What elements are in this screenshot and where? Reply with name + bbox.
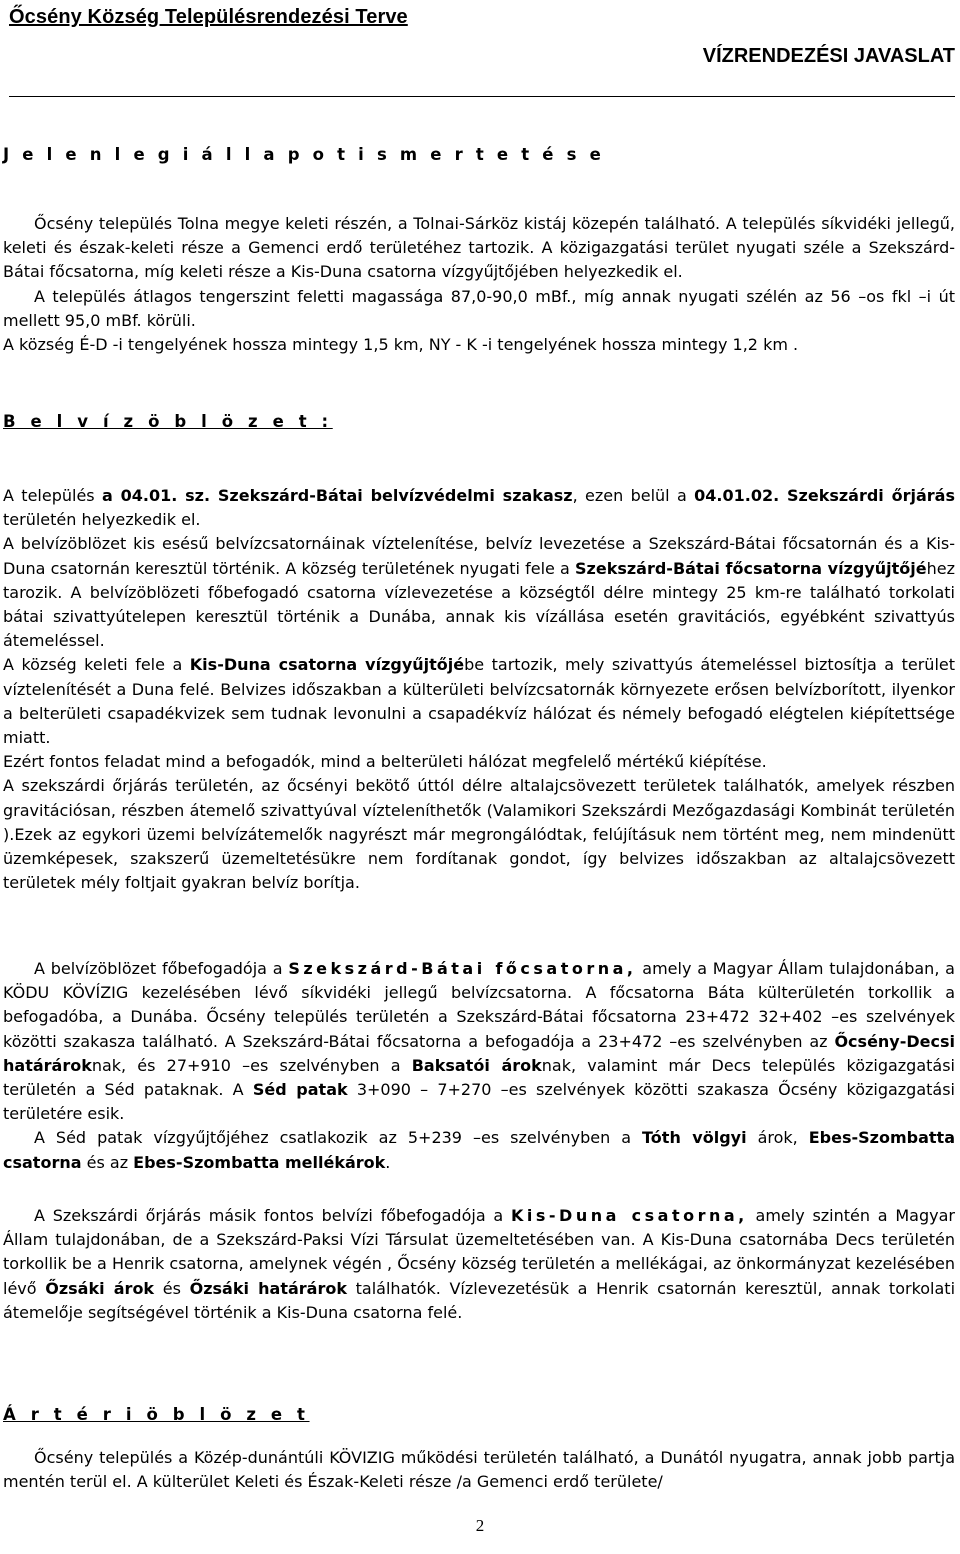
paragraph: A belvízöblözet főbefogadója a Szekszárd-Bátai főcsatorna, amely a Magyar Állam tulajdonában, a KÖDU KÖVÍZIG kezelésében lévő síkvidéki jellegű belvízcsatorna. A főcsatorna Báta külterületén torkollik a befogadóba, a Dunába. Őcsény település területén a Szekszárd-Bátai főcsatorna 23+472 32+402 –es szelvények közötti szakasza található. A Szekszárd-Bátai főcsatorna a befogadója a 23+472 –es szelvényben az Őcsény-Decsi határároknak, és 27+910 –es szelvényben a Baksatói ároknak, valamint már Decs település közigazgatási területén a Séd pataknak. A Séd patak 3+090 – 7+270 –es szelvények közötti szakasza Őcsény közigazgatási területére esik.	[3, 959, 956, 1124]
paragraph: A település átlagos tengerszint feletti magassága 87,0-90,0 mBf., míg annak nyugati szélén az 56 –os fkl –i út mellett 95,0 mBf. körüli.	[3, 286, 955, 330]
paragraph: A község É-D -i tengelyének hossza mintegy 1,5 km, NY - K -i tengelyének hossza mintegy 1,2 km .	[3, 335, 799, 355]
paragraph: A belvízöblözet kis esésű belvízcsatornáinak víztelenítése, belvíz levezetése a Szekszárd-Bátai főcsatornán és a Kis-Duna csatornán keresztül történik. A község területének nyugati fele a Szekszárd-Bátai főcsatorna vízgyűjtőjéhez tarozik. A belvízöblözeti főbefogadó csatorna vízlevezetése a községtől délre mintegy 25 km-re található torkolati bátai szivattyútelepen keresztül történik a Dunába, annak kis vízállása esetén gravitációs, egyébként szivattyús átemeléssel.	[3, 534, 955, 651]
paragraph: Őcsény település Tolna megye keleti részén, a Tolnai-Sárköz kistáj közepén található. A település síkvidéki jellegű, keleti és észak-keleti része a Gemenci erdő területéhez tartozik. A közigazgatási terület nyugati széle a Szekszárd-Bátai főcsatorna, míg keleti része a Kis-Duna csatorna vízgyűjtőjében helyezkedik el.	[3, 214, 955, 282]
page-header	[9, 4, 955, 97]
paragraph: Őcsény település a Közép-dunántúli KÖVIZIG működési területén található, a Dunától nyugatra, annak jobb partja mentén terül el. A külterület Keleti és Észak-Keleti része /a Gemenci erdő területe/	[3, 1448, 955, 1492]
floodplain-section	[3, 1446, 955, 1494]
section-label: VÍZRENDEZÉSI JAVASLAT	[702, 45, 955, 67]
paragraph: A Szekszárdi őrjárás másik fontos belvízi főbefogadója a Kis-Duna csatorna, amely szintén a Magyar Állam tulajdonában, de a Szekszárd-Paksi Vízi Társulat üzemeltetésében van. A Kis-Duna csatornába Decs területén torkollik be a Henrik csatorna, amelynek végén , Őcsény község területén a mellékágai, az önkormányzat kezelésében lévő Őzsáki árok és Őzsáki határárok találhatók. Vízlevezetésük a Henrik csatornán keresztül, annak torkolati átemelője segítségével történik a Kis-Duna csatorna felé.	[3, 1206, 956, 1322]
intro-section	[3, 212, 955, 357]
paragraph: A település a 04.01. sz. Szekszárd-Bátai belvízvédelmi szakasz, ezen belül a 04.01.02. Szekszárdi őrjárás területén helyezkedik el.	[3, 486, 956, 530]
kis-duna-section	[3, 1204, 955, 1325]
paragraph: Ezért fontos feladat mind a befogadók, mind a belterületi hálózat megfelelő mértékű kiépítése.	[3, 752, 767, 772]
heading-floodplain: Á r t é r i ö b l ö z e t	[3, 1405, 310, 1424]
document-title: Őcsény Község Településrendezési Terve	[9, 6, 408, 28]
paragraph: A szekszárdi őrjárás területén, az őcsényi bekötő úttól délre altalajcsövezett területek találhatók, amelyek részben gravitációsan, részben átemelő szivattyúval vízteleníthetők (Valamikori Szekszárdi Mezőgazdasági Kombinát területén ).Ezek az egykori üzemi belvízátemelők nagyrészt már megrongálódtak, felújításuk nem történt meg, nem mindenütt üzemképesek, szakszerű üzemeltetésükre nem fordítanak gondot, így belvizes időszakban az altalajcsövezett területek mély foltjait gyakran belvíz borítja.	[3, 776, 955, 893]
main-receiver-section	[3, 957, 955, 1175]
paragraph: A Séd patak vízgyűjtőjéhez csatlakozik az 5+239 –es szelvényben a Tóth völgyi árok, Ebes-Szombatta csatorna és az Ebes-Szombatta mellékárok.	[3, 1128, 955, 1172]
page-number: 2	[475, 1516, 485, 1535]
heading-current-state: J e l e n l e g i á l l a p o t i s m e r t e t é s e	[3, 145, 605, 164]
inland-water-section	[3, 484, 955, 895]
paragraph: A község keleti fele a Kis-Duna csatorna vízgyűjtőjébe tartozik, mely szivattyús átemeléssel biztosítja a terület víztelenítését a Duna felé. Belvizes időszakban a külterületi belvízcsatornák környezete erősen belvízborított, ilyenkor a belterületi csapadékvizek sem tudnak levonulni a csapadékvíz hálózat és némely befogadó elégtelen kiépítettsége miatt.	[3, 655, 956, 748]
heading-inland-water: B e l v í z ö b l ö z e t :	[3, 412, 333, 431]
